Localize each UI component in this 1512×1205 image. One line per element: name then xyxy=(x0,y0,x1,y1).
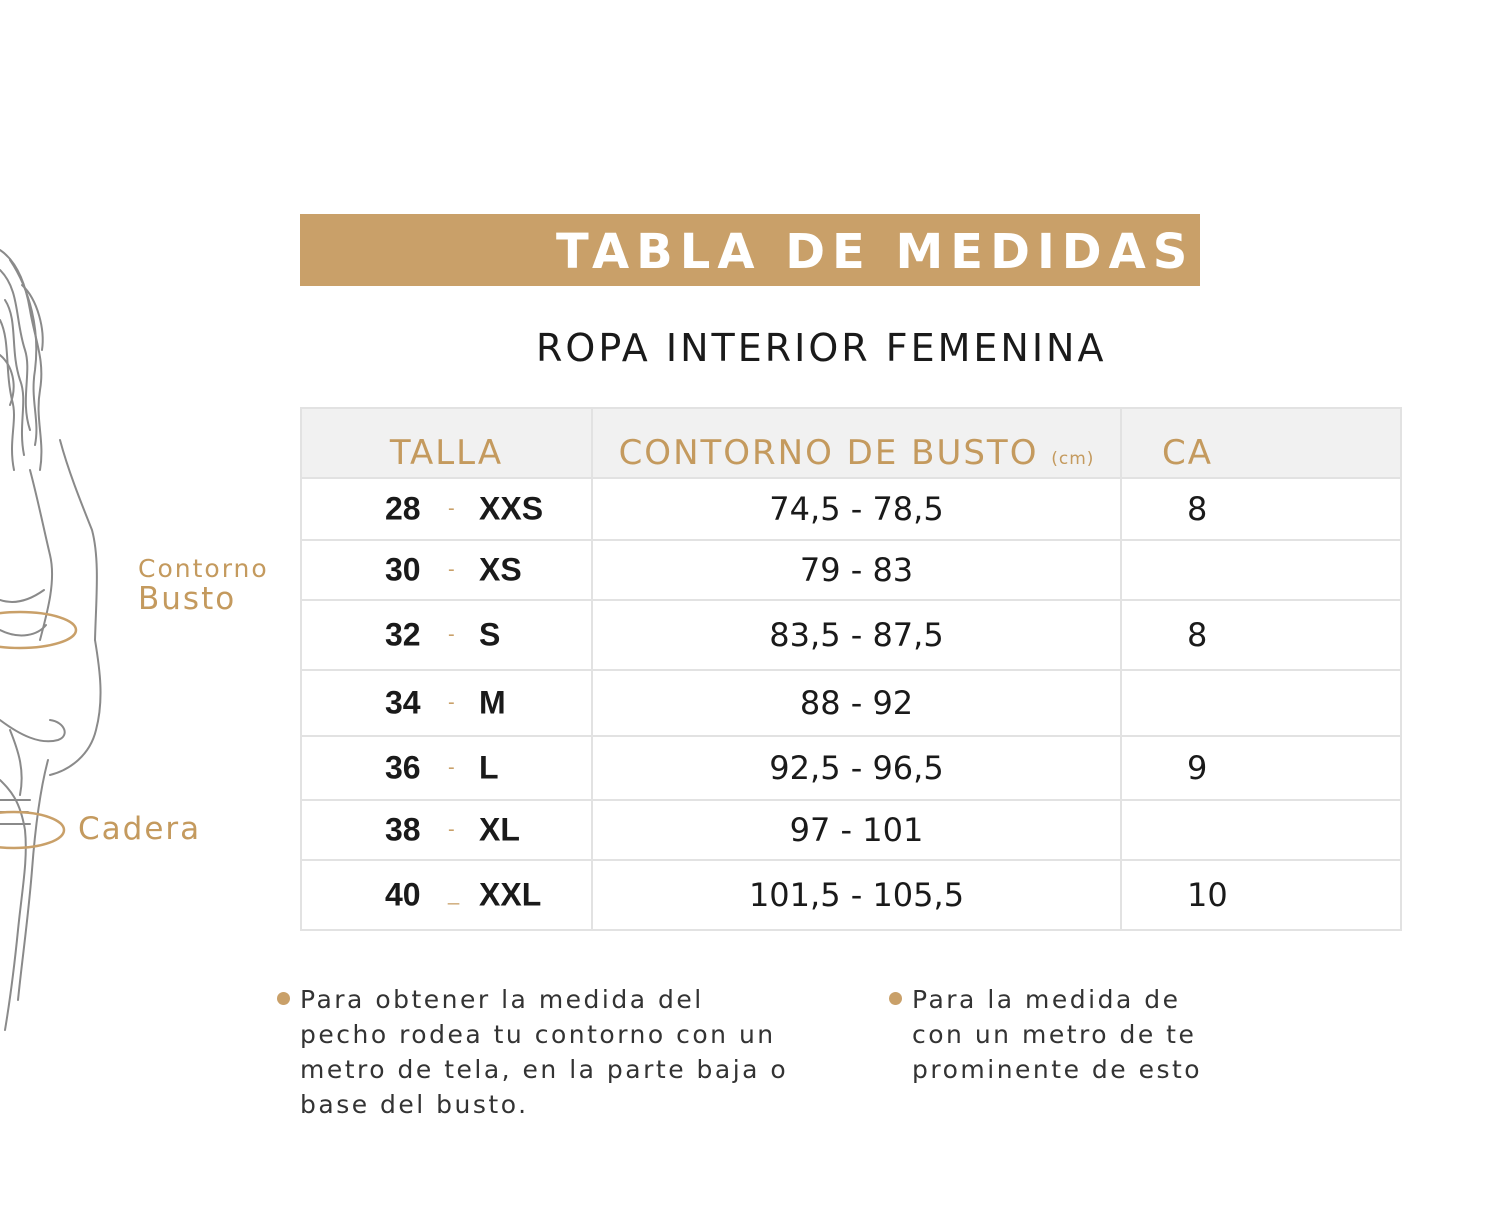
contorno-label: Contorno xyxy=(138,554,269,583)
size-letter: M xyxy=(479,684,506,721)
table-row xyxy=(301,800,1401,860)
bust-range: 79 - 83 xyxy=(592,540,1121,600)
size-separator: - xyxy=(448,497,455,520)
size-letter: S xyxy=(479,616,501,653)
size-cell xyxy=(301,736,592,800)
page-subtitle: ROPA INTERIOR FEMENINA xyxy=(536,326,1107,370)
page-title: TABLA DE MEDIDAS xyxy=(556,224,1195,280)
size-cell xyxy=(301,478,592,540)
size-cell xyxy=(301,540,592,600)
header-talla: TALLA xyxy=(301,408,592,478)
size-cell xyxy=(301,670,592,736)
model-illustration xyxy=(0,0,300,1200)
size-cell xyxy=(301,860,592,930)
hip-range xyxy=(1121,540,1401,600)
bust-range: 83,5 - 87,5 xyxy=(592,600,1121,670)
body-sketch xyxy=(0,440,101,1030)
hip-range: 8 xyxy=(1121,478,1401,540)
header-contorno-busto: CONTORNO DE BUSTO (cm) xyxy=(592,408,1121,478)
size-number: 36 xyxy=(385,749,421,786)
size-separator: - xyxy=(448,623,455,646)
table-row xyxy=(301,736,1401,800)
size-separator: - xyxy=(448,756,455,779)
size-letter: L xyxy=(479,749,499,786)
table-row xyxy=(301,860,1401,930)
hip-range: 8 xyxy=(1121,600,1401,670)
size-letter: XL xyxy=(479,811,520,848)
size-cell xyxy=(301,800,592,860)
note-cadera: Para la medida de con un metro de te prominente de esto xyxy=(912,985,1203,1084)
size-separator: - xyxy=(448,558,455,581)
hip-range: 10 xyxy=(1121,860,1401,930)
bust-range: 97 - 101 xyxy=(592,800,1121,860)
bust-measure-ring xyxy=(0,612,76,648)
size-number: 28 xyxy=(385,490,421,527)
note-bullet xyxy=(277,992,290,1005)
size-letter: XS xyxy=(479,551,522,588)
hip-range xyxy=(1121,670,1401,736)
size-table-container xyxy=(300,407,1228,917)
size-number: 32 xyxy=(385,616,421,653)
title-banner xyxy=(300,214,1200,286)
size-number: 40 xyxy=(385,876,421,913)
hair-sketch xyxy=(0,250,43,470)
table-row xyxy=(301,670,1401,736)
table-row xyxy=(301,600,1401,670)
bust-range: 92,5 - 96,5 xyxy=(592,736,1121,800)
size-number: 34 xyxy=(385,684,421,721)
bust-range: 74,5 - 78,5 xyxy=(592,478,1121,540)
note-busto: Para obtener la medida del pecho rodea tu contorno con un metro de tela, en la parte baja o base del busto. xyxy=(300,985,789,1119)
table-row xyxy=(301,478,1401,540)
table-row xyxy=(301,540,1401,600)
cadera-label: Cadera xyxy=(78,811,202,847)
note-bullet xyxy=(889,992,902,1005)
hip-measure-ring xyxy=(0,812,64,848)
bust-range: 101,5 - 105,5 xyxy=(592,860,1121,930)
size-cell xyxy=(301,600,592,670)
size-number: 30 xyxy=(385,551,421,588)
bust-range: 88 - 92 xyxy=(592,670,1121,736)
header-unit: (cm) xyxy=(1051,449,1095,469)
busto-label: Busto xyxy=(138,581,237,617)
size-table xyxy=(300,407,1402,931)
size-number: 38 xyxy=(385,811,421,848)
size-letter: XXS xyxy=(479,490,544,527)
size-letter: XXL xyxy=(479,876,542,913)
hip-range: 9 xyxy=(1121,736,1401,800)
size-separator: - xyxy=(448,818,455,841)
size-separator: - xyxy=(448,691,455,714)
header-cadera: CA xyxy=(1121,408,1401,478)
table-header-row xyxy=(301,408,1401,478)
size-separator: _ xyxy=(448,883,460,906)
hip-range xyxy=(1121,800,1401,860)
